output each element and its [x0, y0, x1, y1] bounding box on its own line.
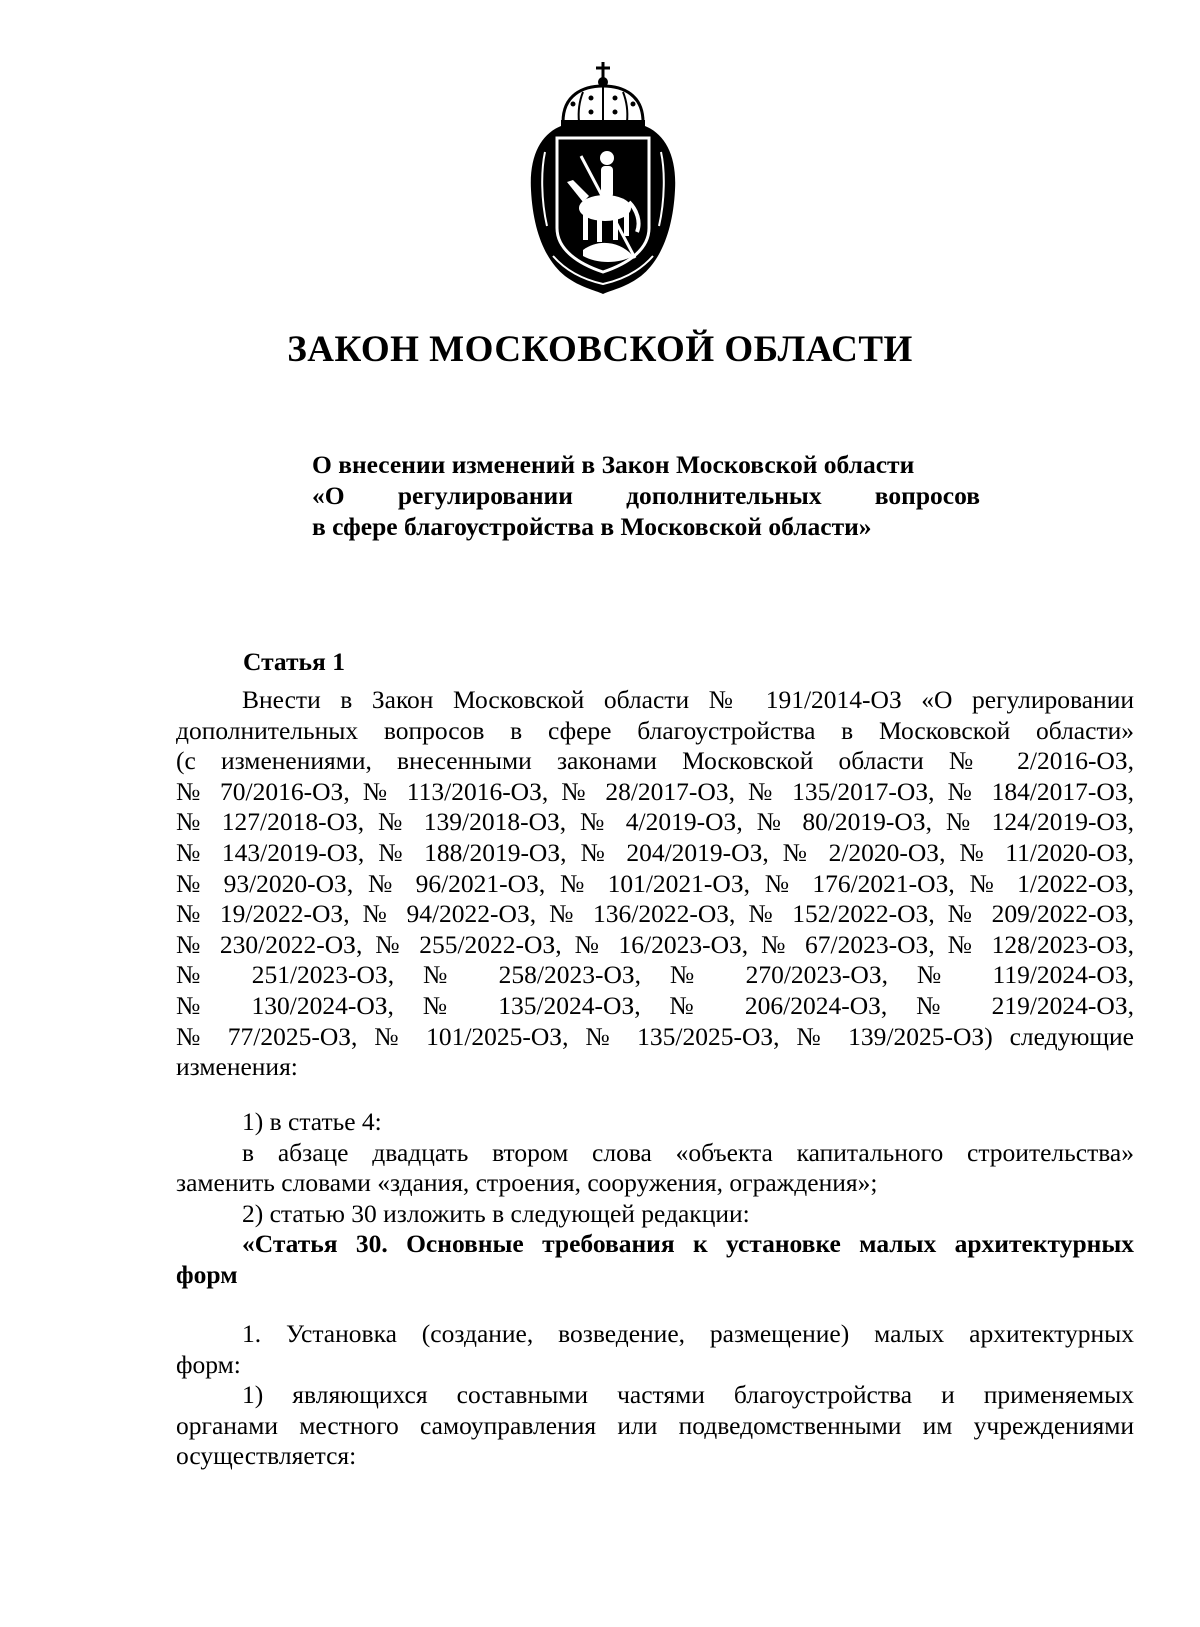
paragraph-line: изменения:: [176, 1052, 298, 1082]
paragraph-line: № 130/2024-ОЗ, № 135/2024-ОЗ, № 206/2024-ОЗ, № 219/2024-ОЗ,: [176, 990, 1134, 1020]
paragraph-line: № 251/2023-ОЗ, № 258/2023-ОЗ, № 270/2023-ОЗ, № 119/2024-ОЗ,: [176, 960, 1134, 990]
point-1: [176, 1319, 1134, 1472]
subtitle-line: О внесении изменений в Закон Московской области: [312, 450, 915, 479]
crown-icon: [561, 62, 645, 128]
item-2-heading: 2) статью 30 изложить в следующей редакции:: [242, 1198, 750, 1228]
paragraph-line: № 230/2022-ОЗ, № 255/2022-ОЗ, № 16/2023-ОЗ, № 67/2023-ОЗ, № 128/2023-ОЗ,: [176, 929, 1134, 959]
subpoint-1-line: 1) являющихся составными частями благоустройства и применяемых: [242, 1380, 1134, 1410]
paragraph-line: № 143/2019-ОЗ, № 188/2019-ОЗ, № 204/2019-ОЗ, № 2/2020-ОЗ, № 11/2020-ОЗ,: [176, 837, 1134, 867]
paragraph-line: № 77/2025-ОЗ, № 101/2025-ОЗ, № 135/2025-ОЗ, № 139/2025-ОЗ) следующие: [176, 1021, 1134, 1051]
amendment-items: [176, 1107, 1134, 1291]
point-1-line: форм:: [176, 1349, 241, 1379]
coat-of-arms-emblem: [523, 60, 683, 295]
paragraph-line: № 70/2016-ОЗ, № 113/2016-ОЗ, № 28/2017-ОЗ, № 135/2017-ОЗ, № 184/2017-ОЗ,: [176, 776, 1134, 806]
point-1-line: 1. Установка (создание, возведение, размещение) малых архитектурных: [242, 1319, 1134, 1348]
item-1-line: в абзаце двадцать втором слова «объекта капитального строительства»: [242, 1137, 1134, 1167]
subpoint-1-line: осуществляется:: [176, 1441, 357, 1471]
paragraph-line: дополнительных вопросов в сфере благоустройства в Московской области»: [176, 715, 1134, 745]
paragraph-line: Внести в Закон Московской области № 191/2014-ОЗ «О регулировании: [242, 685, 1134, 714]
article-1-paragraph: [176, 685, 1134, 1083]
subpoint-1-line: органами местного самоуправления или подведомственными им учреждениями: [176, 1410, 1134, 1440]
law-subtitle: [312, 449, 980, 542]
subtitle-line: в сфере благоустройства в Московской области»: [312, 512, 872, 541]
article-heading: Статья 1: [243, 647, 345, 676]
paragraph-line: № 19/2022-ОЗ, № 94/2022-ОЗ, № 136/2022-ОЗ, № 152/2022-ОЗ, № 209/2022-ОЗ,: [176, 899, 1134, 929]
article-30-heading-line: «Статья 30. Основные требования к установке малых архитектурных: [242, 1229, 1134, 1259]
article-30-heading-line: форм: [176, 1259, 238, 1289]
item-1-line: заменить словами «здания, строения, сооружения, ограждения»;: [176, 1168, 878, 1198]
subtitle-line: «О регулировании дополнительных вопросов: [312, 481, 980, 510]
paragraph-line: № 93/2020-ОЗ, № 96/2021-ОЗ, № 101/2021-ОЗ, № 176/2021-ОЗ, № 1/2022-ОЗ,: [176, 868, 1134, 898]
document-title: ЗАКОН МОСКОВСКОЙ ОБЛАСТИ: [287, 329, 913, 370]
item-1-heading: 1) в статье 4:: [242, 1107, 382, 1136]
paragraph-line: (с изменениями, внесенными законами Московской области № 2/2016-ОЗ,: [176, 746, 1134, 776]
paragraph-line: № 127/2018-ОЗ, № 139/2018-ОЗ, № 4/2019-ОЗ, № 80/2019-ОЗ, № 124/2019-ОЗ,: [176, 807, 1134, 837]
